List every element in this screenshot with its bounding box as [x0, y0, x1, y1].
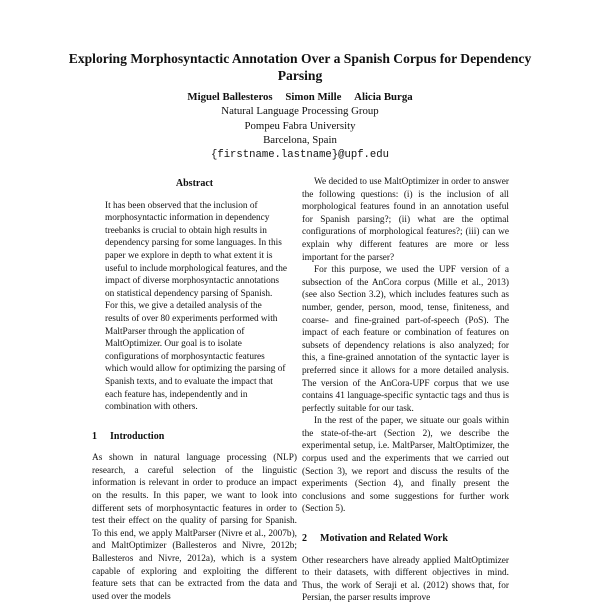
- section-heading-introduction: [92, 431, 297, 444]
- abstract-text: It has been observed that the inclusion of morphosyntactic information in dependency treebanks is crucial to obtain high results in dependency parsing for some languages. In this paper we explore in depth to what extent it is useful to include morphological features, and the impact of diverse morphosyntactic annotations on statistical dependency parsing of Spanish. For this, we give a detailed analysis of the results of over 80 experiments performed with MaltParser through the application of MaltOptimizer. Our goal is to isolate configurations of morphosyntactic features which would allow for optimizing the parsing of Spanish texts, and to evaluate the impact that each feature has, independently and in combination with others.: [105, 200, 288, 413]
- left-column: [92, 178, 297, 603]
- body-paragraph: We decided to use MaltOptimizer in order to answer the following questions: (i) is the inclusion of all morphological features found in an annotation useful for Spanish parsing?; (ii) what are the optimal configurations of morphological features?; (iii) can we explain why different features are more or less important for the parser?: [302, 177, 509, 263]
- author-names: [60, 90, 540, 104]
- section-heading-motivation: [302, 533, 509, 546]
- author-name: Miguel Ballesteros: [187, 91, 273, 103]
- affiliation-line: Natural Language Processing Group: [221, 105, 379, 118]
- section-number: 2: [302, 533, 307, 545]
- abstract-heading: Abstract: [175, 178, 214, 189]
- body-paragraph: For this purpose, we used the UPF version of a subsection of the AnCora corpus (Mille et al., 2013) (see also Section 3.2), which includes features such as number, gender, person, mood, tense, finiteness, and coarse- and fine-grained part-of-speech (PoS). The impact of each feature or combination of features on subsets of dependency relations is also analyzed; for this, a fine-grained annotation of the syntactic layer is preferred since it allows for a more detailed analysis. The version of the AnCora-UPF corpus that we use contains 41 language-specific syntactic tags and thus is perfectly suitable for our task.: [302, 265, 509, 414]
- section-title: Introduction: [110, 430, 165, 442]
- affiliation-line: Barcelona, Spain: [263, 134, 337, 147]
- motivation-paragraph: Other researchers have already applied MaltOptimizer to their datasets, with different objectives in mind. Thus, the work of Seraji et al. (2012) shows that, for Persian, the parser results improve: [302, 555, 509, 604]
- author-block: [60, 90, 540, 162]
- author-name: Alicia Burga: [354, 91, 413, 103]
- author-name: Simon Mille: [285, 91, 342, 103]
- affiliation-line: Pompeu Fabra University: [244, 119, 356, 132]
- section-number: 1: [92, 430, 97, 442]
- body-paragraph: In the rest of the paper, we situate our goals within the state-of-the-art (Section 2), we describe the experimental setup, i.e. MaltParser, MaltOptimizer, the corpus used and the experiments that we carried out (Section 3), we report and discuss the results of the experiments (Section 4), and finally present the conclusions and some suggestions for further work (Section 5).: [302, 416, 509, 515]
- author-email: {firstname.lastname}@upf.edu: [210, 148, 389, 161]
- introduction-paragraph: As shown in natural language processing (NLP) research, a careful selection of the linguistic information is relevant in order to produce an impact on the results. In this paper, we want to look into different sets of morphosyntactic features in order to test their effect on the quality of parsing for Spanish. To this end, we apply MaltParser (Nivre et al., 2007b), and MaltOptimizer (Ballesteros and Nivre, 2012b; Ballesteros and Nivre, 2012a), which is a system capable of exploring and exploiting the different feature sets that can be extracted from the data and used over the models: [92, 453, 297, 602]
- section-title: Motivation and Related Work: [320, 533, 448, 545]
- right-column: [302, 176, 509, 605]
- paper-title: Exploring Morphosyntactic Annotation Over a Spanish Corpus for Dependency Parsing: [68, 51, 532, 83]
